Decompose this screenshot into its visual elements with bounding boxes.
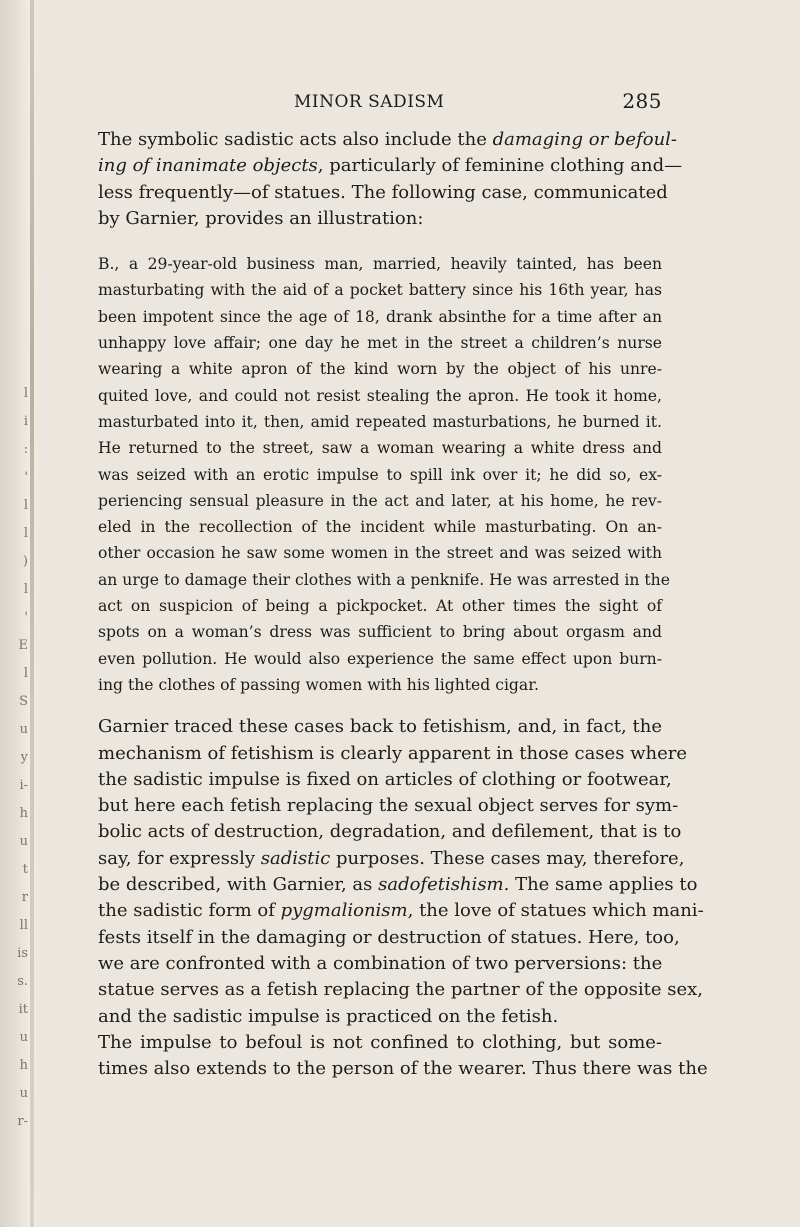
text-run: the sadistic form of	[98, 900, 281, 922]
case-line: ing the clothes of passing women with his lighted cigar.	[98, 675, 539, 694]
sadofetishism-line	[98, 898, 704, 924]
paragraph-sadofetishism	[98, 714, 704, 1030]
text-run: the sadistic impulse is fixed on articles of clothing or footwear,	[98, 768, 672, 790]
intro-line	[98, 153, 683, 179]
bleed-char: ll	[19, 918, 28, 933]
text-run: but here each fetish replacing the sexual object serves for sym-	[98, 795, 679, 817]
case-line: eled in the recollection of the incident while masturbating. On an-	[98, 518, 662, 537]
text-run: less frequently—of statues. The following case, communicated	[98, 181, 668, 203]
case-line: been impotent since the age of 18, drank absinthe for a time after an	[98, 307, 662, 326]
italic-term: sadistic	[260, 847, 331, 869]
case-line: other occasion he saw some women in the street and was seized with	[98, 544, 662, 563]
bleed-char: u	[19, 722, 28, 737]
text-run: , particularly of feminine clothing and—	[317, 155, 683, 177]
case-line: an urge to damage their clothes with a penknife. He was arrested in the	[98, 570, 670, 589]
sadofetishism-line	[98, 741, 688, 767]
text-run: , the love of statues which mani-	[407, 900, 704, 922]
intro-line	[98, 127, 678, 153]
running-title: MINOR SADISM	[294, 92, 445, 112]
sadofetishism-line	[98, 819, 682, 845]
text-run: times also extends to the person of the wearer. Thus there was the	[98, 1058, 708, 1080]
text-run: say, for expressly	[98, 847, 261, 869]
case-line: unhappy love affair; one day he met in the street a children’s nurse	[98, 334, 662, 353]
bleed-char: S	[19, 694, 28, 709]
page-number: 285	[622, 89, 662, 113]
italic-term: ing of inanimate objects	[98, 155, 318, 177]
bleed-char: u	[19, 1030, 28, 1045]
text-run: The same applies to	[509, 874, 698, 896]
bleed-char: '	[24, 470, 28, 485]
sadofetishism-line	[98, 767, 672, 793]
sadofetishism-line	[98, 793, 679, 819]
bleed-char: )	[22, 554, 28, 569]
bleed-char: l	[23, 582, 28, 597]
bleed-char: h	[19, 806, 28, 821]
paragraph-befoul	[98, 1030, 708, 1083]
text-run: be described, with Garnier, as	[98, 874, 379, 896]
text-run: The symbolic sadistic acts also include the	[98, 129, 493, 150]
case-line: He returned to the street, saw a woman wearing a white dress and	[98, 439, 662, 458]
bleed-char: i	[23, 414, 28, 429]
case-line: even pollution. He would also experience the same effect upon burn-	[98, 649, 662, 668]
bleed-char: '	[24, 610, 28, 625]
italic-term: pygmalionism	[280, 900, 408, 922]
bleed-char: u	[19, 834, 28, 849]
befoul-line	[98, 1056, 708, 1082]
sadofetishism-line	[98, 951, 662, 977]
text-run: statue serves as a fetish replacing the partner of the opposite sex,	[98, 979, 703, 1001]
bleed-char: y	[20, 750, 28, 765]
bleed-char: t	[22, 862, 28, 877]
sadofetishism-line	[98, 872, 698, 898]
text-run: we are confronted with a combination of two perversions: the	[98, 952, 663, 974]
sadofetishism-line	[98, 846, 685, 872]
bleed-char: E	[18, 638, 28, 653]
case-line: quited love, and could not resist stealing the apron. He took it home,	[98, 386, 662, 405]
bleed-char: r	[21, 890, 28, 905]
intro-line	[98, 206, 662, 232]
case-line: spots on a woman’s dress was sufficient to bring about orgasm and	[98, 623, 662, 642]
bleed-char: :	[23, 442, 28, 457]
case-line: masturbated into it, then, amid repeated masturbations, he burned it.	[98, 412, 662, 431]
sadofetishism-line	[98, 925, 680, 951]
italic-term: sadofetishism.	[378, 874, 510, 896]
case-line: wearing a white apron of the kind worn by the object of his unre-	[98, 360, 662, 379]
case-line: masturbating with the aid of a pocket battery since his 16th year, has	[98, 281, 662, 300]
intro-line	[98, 180, 668, 206]
text-run: mechanism of fetishism is clearly apparent in those cases where	[98, 742, 688, 764]
text-run: purposes. These cases may, therefore,	[330, 847, 685, 869]
bleed-char: is	[17, 946, 28, 961]
text-run: bolic acts of destruction, degradation, and defilement, that is to	[98, 821, 682, 843]
text-run: fests itself in the damaging or destruction of statues. Here, too,	[98, 926, 680, 948]
text-run: and the sadistic impulse is practiced on the fetish.	[98, 1005, 559, 1027]
sadofetishism-line	[98, 977, 703, 1003]
bleed-char: r-	[17, 1114, 28, 1129]
bleed-char: s.	[17, 974, 28, 989]
sadofetishism-line	[98, 714, 662, 740]
bleed-char: l	[23, 498, 28, 513]
italic-term: damaging or befoul-	[492, 129, 678, 150]
case-line: act on suspicion of being a pickpocket. At other times the sight of	[98, 597, 662, 616]
case-report-garnier	[98, 251, 670, 698]
bleed-char: i-	[19, 778, 28, 793]
befoul-line	[98, 1030, 662, 1056]
text-run: by Garnier, provides an illustration:	[98, 207, 424, 229]
case-line: was seized with an erotic impulse to spill ink over it; he did so, ex-	[98, 465, 662, 484]
bleed-char: l	[23, 666, 28, 681]
page-body	[98, 127, 708, 1082]
bleed-char: u	[19, 1086, 28, 1101]
sadofetishism-line	[98, 1004, 662, 1030]
bleed-char: h	[19, 1058, 28, 1073]
paragraph-intro	[98, 127, 683, 232]
left-page-bleed-through	[0, 380, 28, 1136]
text-run: Garnier traced these cases back to fetishism, and, in fact, the	[98, 716, 662, 738]
text-run: The impulse to befoul is not confined to clothing, but some-	[98, 1031, 662, 1053]
gutter-shadow	[30, 0, 34, 1227]
case-line: B., a 29-year-old business man, married, heavily tainted, has been	[98, 255, 662, 274]
bleed-char: l	[23, 526, 28, 541]
bleed-char: l	[23, 386, 28, 401]
bleed-char: it	[18, 1002, 28, 1017]
case-line: periencing sensual pleasure in the act and later, at his home, he rev-	[98, 491, 662, 510]
